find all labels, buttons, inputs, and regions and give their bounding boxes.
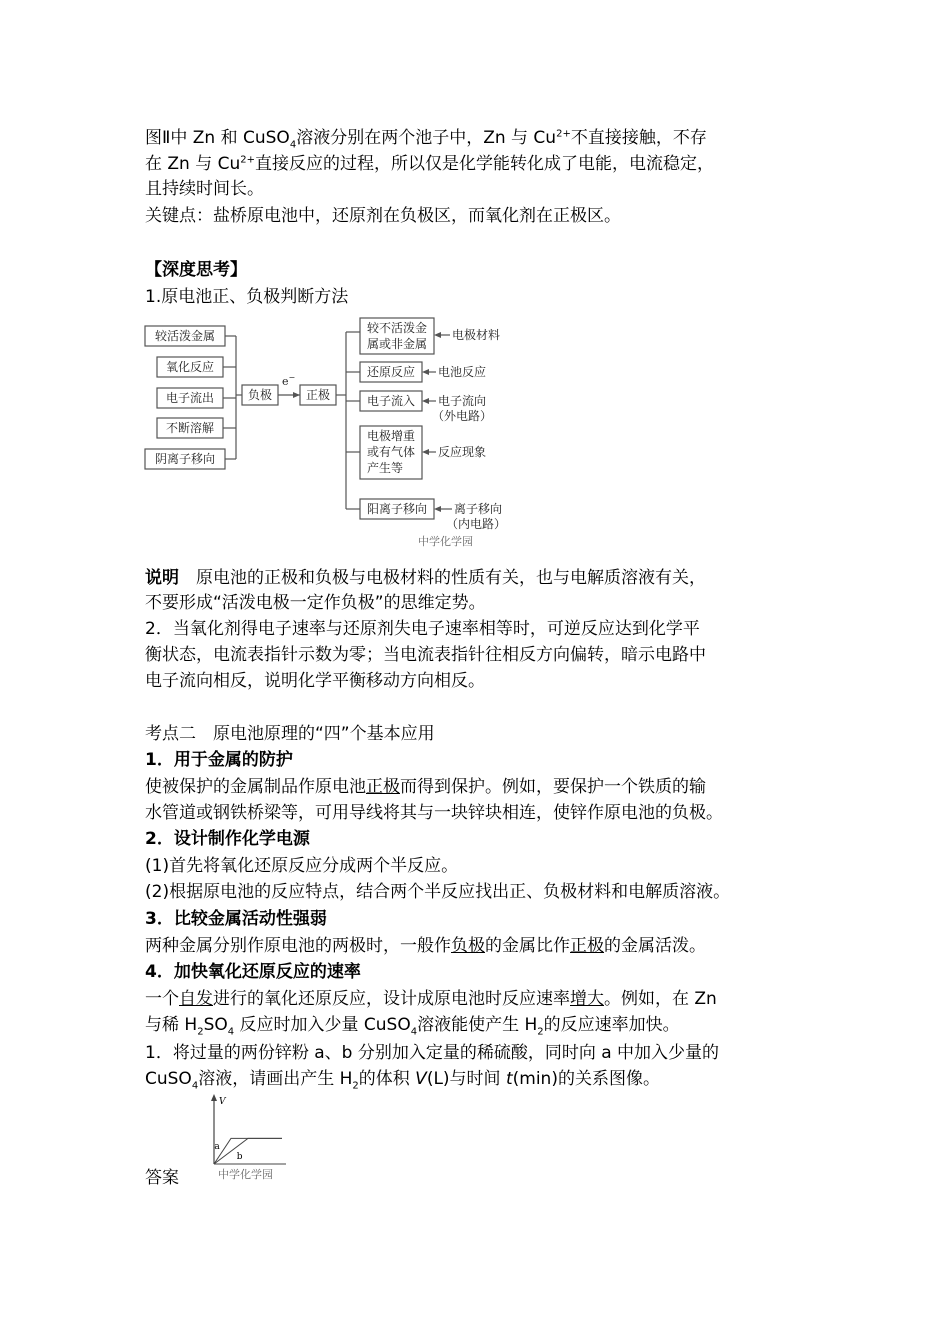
para1-line3: 且持续时间长。 [145,179,264,199]
left-box-2: 电子流出 [165,391,215,405]
right-box-4: 阳离子移向 [366,502,428,516]
para1-line2: 在 Zn 与 $Cu^{2+}$直接反应的过程，所以仅是化学能转化成了电能，电流稳定， [145,154,715,174]
para1-line4: 关键点：盐桥原电池中，还原剂在负极区，而氧化剂在正极区。 [145,206,621,226]
deep-think-item1: 1.原电池正、负极判断方法 [145,287,349,307]
series-label-b: b [236,1151,243,1162]
left-box-0: 较活泼金属 [154,329,216,343]
y-axis-arrow [211,1094,217,1101]
right-label-2-l1: 电子流向 [438,394,487,408]
note-line4: 衡状态，电流表指针示数为零；当电流表指针往相反方向偏转，暗示电路中 [145,645,706,665]
diagram-watermark: 中学化学园 [418,535,473,548]
section2-p3: 两种金属分别作原电池的两极时，一般作负极的金属比作正极的金属活泼。 [145,936,706,956]
section2-p4-line1: 一个自发进行的氧化还原反应，设计成原电池时反应速率增大。例如，在 Zn [145,989,717,1009]
right-box-0-l1: 较不活泼金 [366,321,428,335]
series-label-a: a [214,1141,220,1152]
note-line1: 说明 原电池的正极和负极与电极材料的性质有关，也与电解质溶液有关， [145,568,706,588]
positive-box: 正极 [305,388,331,402]
section2-p2-line1: (1)首先将氧化还原反应分成两个半反应。 [145,856,459,876]
right-box-2: 电子流入 [366,394,416,408]
right-label-4-l1: 离子移向 [454,502,503,516]
right-box-3-l2: 或有气体 [366,445,416,459]
section2-p1-line2: 水管道或钢铁桥梁等，可用导线将其与一块锌块相连，使锌作原电池的负极。 [145,803,723,823]
right-label-4-l2: （内电路） [446,517,507,531]
left-box-4: 阴离子移向 [154,452,216,466]
answer-label: 答案 [145,1168,179,1188]
note-line2: 不要形成“活泼电极一定作负极”的思维定势。 [145,593,486,613]
right-label-2-l2: （外电路） [432,409,493,423]
question-line1: 1．将过量的两份锌粉 a、b 分别加入定量的稀硫酸，同时向 a 中加入少量的 [145,1043,720,1063]
section2-p4-line2: 与稀 $H_2SO_4$ 反应时加入少量 CuSO$_4$溶液能使产生 $H_2$的反应速率加快。 [145,1015,680,1038]
series-line-b [214,1138,282,1164]
section2-p2-line2: (2)根据原电池的反应特点，结合两个半反应找出正、负极材料和电解质溶液。 [145,882,731,902]
section2-h2: 2．设计制作化学电源 [145,829,310,849]
section2-h3: 3．比较金属活动性强弱 [145,909,327,929]
note-line3: 2．当氧化剂得电子速率与还原剂失电子速率相等时，可逆反应达到化学平 [145,619,700,639]
left-box-1: 氧化反应 [165,360,215,374]
right-label-3: 反应现象 [438,445,487,459]
electron-symbol: e− [282,373,296,388]
right-box-1: 还原反应 [366,365,416,379]
right-label-1: 电池反应 [438,365,487,379]
section2-h1: 1．用于金属的防护 [145,750,293,770]
chart-watermark: 中学化学园 [218,1168,273,1181]
y-axis-label: V [219,1097,226,1107]
para1-line1: 图Ⅱ中 Zn 和 CuSO$_4$溶液分别在两个池子中，Zn 与 $Cu^{2+}$不直接接触，不存 [145,128,707,151]
note-line5: 电子流向相反，说明化学平衡移动方向相反。 [145,671,485,691]
section2-title: 考点二 原电池原理的“四”个基本应用 [145,724,435,744]
right-box-0-l2: 属或非金属 [366,337,428,351]
right-box-3-l3: 产生等 [366,461,404,475]
negative-box: 负极 [247,388,273,402]
right-label-0: 电极材料 [452,328,501,342]
deep-think-heading: 【深度思考】 [145,260,247,280]
electrode-judgment-diagram [140,312,520,554]
right-box-3-l1: 电极增重 [366,429,416,443]
section2-h4: 4．加快氧化还原反应的速率 [145,962,361,982]
question-line2: CuSO$_4$溶液，请画出产生 $H_2$的体积 V(L)与时间 t(min)的关系图像。 [145,1069,660,1092]
series-line-a [214,1138,282,1164]
section2-p1-line1: 使被保护的金属制品作原电池正极而得到保护。例如，要保护一个铁质的输 [145,777,706,797]
answer-chart [200,1092,300,1192]
left-box-3: 不断溶解 [165,421,215,435]
